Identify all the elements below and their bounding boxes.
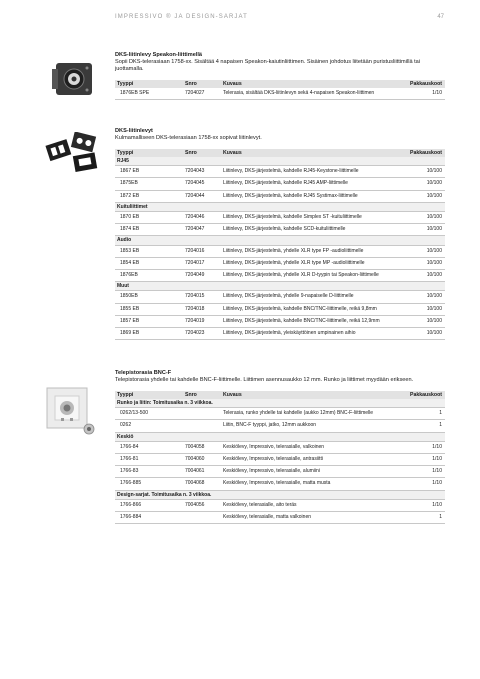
table-row xyxy=(115,328,445,340)
cell-snro: 7204017 xyxy=(183,257,221,269)
table-header xyxy=(115,149,445,157)
cell-kuvaus: Liitinlevy, DKS-järjestelmä, kahdelle RJ45 Systimax-liittimelle xyxy=(221,190,401,202)
cell-pakkauskoot: 10/100 xyxy=(401,212,445,224)
section-description: Kulmamalliseen DKS-telerasiaan 1758-xx sopivat liitinlevyt. xyxy=(115,135,262,141)
table-group-row xyxy=(115,202,445,211)
cell-kuvaus: Liitinlevy, DKS-järjestelmä, kahdelle Simplex ST -kuituliittimelle xyxy=(221,212,401,224)
page-number: 47 xyxy=(437,14,444,20)
cell-pakkauskoot: 10/100 xyxy=(401,270,445,282)
section-title: Telepistorasia BNC-F xyxy=(115,370,172,376)
cell-kuvaus: Keskiölevy, Impressivo, telerasialle, antrasiitti xyxy=(221,454,401,466)
cell-tyyppi: 1867 EB xyxy=(115,166,183,178)
cell-snro xyxy=(183,420,221,432)
cell-tyyppi: 0262 xyxy=(115,420,183,432)
table-group-row xyxy=(115,236,445,245)
cell-snro: 7204043 xyxy=(183,166,221,178)
section-description: Telepistorasia yhdelle tai kahdelle BNC-F-liittimelle. Liittimen asennusaukko 12 mm. Runko ja liittimet myydään erikseen. xyxy=(115,377,414,383)
cell-tyyppi: 0262/13-500 xyxy=(115,408,183,420)
cell-kuvaus: Liitinlevy, DKS-järjestelmä, yhdelle 9-napaiselle D-liittimelle xyxy=(221,291,401,303)
cell-kuvaus: Liitin, BNC-F tyyppi, jatko, 12mm aukkoon xyxy=(221,420,401,432)
cell-tyyppi: 1766-885 xyxy=(115,478,183,490)
cell-snro: 7204046 xyxy=(183,212,221,224)
cell-kuvaus: Keskiölevy, Impressivo, telerasialle, matta musta xyxy=(221,478,401,490)
cell-kuvaus: Liitinlevy, DKS-järjestelmä, kahdelle BNC/TNC-liittimelle, reikä 12,9mm xyxy=(221,315,401,327)
col-tyyppi: Tyyppi xyxy=(115,80,183,88)
table-row xyxy=(115,303,445,315)
group-label: Audio xyxy=(115,236,445,245)
cell-pakkauskoot: 1/10 xyxy=(401,88,445,100)
col-kuvaus: Kuvaus xyxy=(221,149,401,157)
cell-tyyppi: 1874 EB xyxy=(115,224,183,236)
table-row xyxy=(115,190,445,202)
table-row xyxy=(115,257,445,269)
table-row xyxy=(115,512,445,524)
table-row xyxy=(115,166,445,178)
table-group-row xyxy=(115,490,445,499)
cell-tyyppi: 1876EB SPE xyxy=(115,88,183,100)
cell-pakkauskoot: 1 xyxy=(401,408,445,420)
cell-pakkauskoot: 1/10 xyxy=(401,466,445,478)
table-row xyxy=(115,270,445,282)
cell-kuvaus: Telerasia, sisältää DKS-liitinlevyn sekä 4-napaisen Speakon-liittimen xyxy=(221,88,401,100)
col-pakkauskoot: Pakkauskoot xyxy=(401,391,445,399)
cell-snro: 7204027 xyxy=(183,88,221,100)
table-row xyxy=(115,291,445,303)
cell-pakkauskoot: 10/100 xyxy=(401,224,445,236)
cell-tyyppi: 1766-866 xyxy=(115,499,183,511)
section-speakon xyxy=(115,52,445,100)
cell-pakkauskoot: 10/100 xyxy=(401,166,445,178)
cell-kuvaus: Liitinlevy, DKS-järjestelmä, kahdelle BNC/TNC-liittimelle, reikä 9,8mm xyxy=(221,303,401,315)
cell-pakkauskoot: 10/100 xyxy=(401,303,445,315)
col-tyyppi: Tyyppi xyxy=(115,149,183,157)
table-row xyxy=(115,466,445,478)
table-row xyxy=(115,245,445,257)
dks-plates-icon xyxy=(44,132,104,174)
group-label: Muut xyxy=(115,282,445,291)
product-table xyxy=(115,80,445,100)
cell-kuvaus: Telerasia, runko yhdelle tai kahdelle (aukko 12mm) BNC-F-liittimelle xyxy=(221,408,401,420)
cell-snro: 7004056 xyxy=(183,499,221,511)
cell-kuvaus: Keskiölevy, telerasialle, aito teräs xyxy=(221,499,401,511)
cell-snro: 7204019 xyxy=(183,315,221,327)
table-row xyxy=(115,408,445,420)
col-tyyppi: Tyyppi xyxy=(115,391,183,399)
table-row xyxy=(115,212,445,224)
cell-kuvaus: Liitinlevy, DKS-järjestelmä, kahdelle RJ45 AMP-liittimelle xyxy=(221,178,401,190)
cell-tyyppi: 1766-83 xyxy=(115,466,183,478)
table-row xyxy=(115,478,445,490)
cell-snro: 7204047 xyxy=(183,224,221,236)
section-title: DKS-liitinlevyt xyxy=(115,128,153,134)
section-description: Sopii DKS-telerasiaan 1758-xx. Sisältää 4 napaisen Speakon-kaiutinliittimen. Sisäinen johdotus liitetään puristusliittimillä tai juottamalla. xyxy=(115,59,421,72)
cell-kuvaus: Liitinlevy, DKS-järjestelmä, yhdelle XLR type FP -audioliittimelle xyxy=(221,245,401,257)
table-row xyxy=(115,441,445,453)
table-group-row xyxy=(115,432,445,441)
group-label: Design-sarjat. Toimitusaika n. 3 viikkoa. xyxy=(115,490,445,499)
cell-kuvaus: Keskiölevy, Impressivo, telerasialle, valkoinen xyxy=(221,441,401,453)
col-kuvaus: Kuvaus xyxy=(221,80,401,88)
cell-tyyppi: 1870 EB xyxy=(115,212,183,224)
cell-tyyppi: 1876EB xyxy=(115,270,183,282)
col-pakkauskoot: Pakkauskoot xyxy=(401,149,445,157)
cell-tyyppi: 1855 EB xyxy=(115,303,183,315)
cell-pakkauskoot: 10/100 xyxy=(401,328,445,340)
cell-tyyppi: 1872 EB xyxy=(115,190,183,202)
cell-pakkauskoot: 10/100 xyxy=(401,190,445,202)
cell-pakkauskoot: 1/10 xyxy=(401,499,445,511)
cell-kuvaus: Keskiölevy, telerasialle, matta valkoinen xyxy=(221,512,401,524)
table-header xyxy=(115,391,445,399)
cell-pakkauskoot: 1 xyxy=(401,512,445,524)
cell-snro: 7204049 xyxy=(183,270,221,282)
col-pakkauskoot: Pakkauskoot xyxy=(401,80,445,88)
table-row xyxy=(115,454,445,466)
product-table xyxy=(115,149,445,340)
cell-pakkauskoot: 1/10 xyxy=(401,478,445,490)
cell-tyyppi: 1766-81 xyxy=(115,454,183,466)
table-row xyxy=(115,88,445,100)
cell-tyyppi: 1875EB xyxy=(115,178,183,190)
col-snro: Snro xyxy=(183,391,221,399)
cell-snro xyxy=(183,512,221,524)
cell-snro: 7204023 xyxy=(183,328,221,340)
group-label: Runko ja liitin: Toimitusaika n. 3 viikkoa. xyxy=(115,399,445,408)
bnc-socket-icon xyxy=(44,385,98,437)
cell-pakkauskoot: 10/100 xyxy=(401,245,445,257)
cell-tyyppi: 1853 EB xyxy=(115,245,183,257)
cell-snro: 7004068 xyxy=(183,478,221,490)
cell-tyyppi: 1854 EB xyxy=(115,257,183,269)
cell-pakkauskoot: 10/100 xyxy=(401,291,445,303)
cell-tyyppi: 1869 EB xyxy=(115,328,183,340)
cell-snro: 7204044 xyxy=(183,190,221,202)
cell-snro: 7004058 xyxy=(183,441,221,453)
cell-kuvaus: Keskiölevy, Impressivo, telerasialle, alumiini xyxy=(221,466,401,478)
cell-pakkauskoot: 10/100 xyxy=(401,178,445,190)
table-group-row xyxy=(115,282,445,291)
cell-pakkauskoot: 10/100 xyxy=(401,257,445,269)
col-kuvaus: Kuvaus xyxy=(221,391,401,399)
section-bnc xyxy=(115,370,445,524)
table-row xyxy=(115,420,445,432)
cell-kuvaus: Liitinlevy, DKS-järjestelmä, yleiskäyttöinen umpinainen aihio xyxy=(221,328,401,340)
cell-kuvaus: Liitinlevy, DKS-järjestelmä, kahdelle SCD-kuituliittimelle xyxy=(221,224,401,236)
cell-kuvaus: Liitinlevy, DKS-järjestelmä, kahdelle RJ45-Keystone-liittimelle xyxy=(221,166,401,178)
cell-kuvaus: Liitinlevy, DKS-järjestelmä, yhdelle XLR type MP -audioliittimelle xyxy=(221,257,401,269)
group-label: Keskiö xyxy=(115,432,445,441)
table-row xyxy=(115,178,445,190)
cell-tyyppi: 1850EB xyxy=(115,291,183,303)
cell-tyyppi: 1766-884 xyxy=(115,512,183,524)
cell-pakkauskoot: 10/100 xyxy=(401,315,445,327)
table-row xyxy=(115,224,445,236)
cell-tyyppi: 1857 EB xyxy=(115,315,183,327)
section-dks-plates xyxy=(115,128,445,340)
cell-pakkauskoot: 1/10 xyxy=(401,454,445,466)
table-group-row xyxy=(115,157,445,166)
table-group-row xyxy=(115,399,445,408)
product-table xyxy=(115,391,445,524)
table-row xyxy=(115,499,445,511)
cell-snro: 7004060 xyxy=(183,454,221,466)
cell-tyyppi: 1766-84 xyxy=(115,441,183,453)
cell-kuvaus: Liitinlevy, DKS-järjestelmä, yhdelle XLR D-tyypin tai Speakon-liittimelle xyxy=(221,270,401,282)
col-snro: Snro xyxy=(183,80,221,88)
cell-pakkauskoot: 1/10 xyxy=(401,441,445,453)
col-snro: Snro xyxy=(183,149,221,157)
table-header xyxy=(115,80,445,88)
cell-pakkauskoot: 1 xyxy=(401,420,445,432)
cell-snro: 7204018 xyxy=(183,303,221,315)
cell-snro: 7204016 xyxy=(183,245,221,257)
cell-snro xyxy=(183,408,221,420)
group-label: RJ45 xyxy=(115,157,445,166)
cell-snro: 7204045 xyxy=(183,178,221,190)
running-head: IMPRESSIVO ® JA DESIGN-SARJAT xyxy=(115,14,248,20)
speakon-plate-icon xyxy=(50,59,98,99)
cell-snro: 7004061 xyxy=(183,466,221,478)
cell-snro: 7204015 xyxy=(183,291,221,303)
section-title: DKS-liitinlevy Speakon-liittimellä xyxy=(115,52,203,58)
group-label: Kuituliittimet xyxy=(115,202,445,211)
table-row xyxy=(115,315,445,327)
